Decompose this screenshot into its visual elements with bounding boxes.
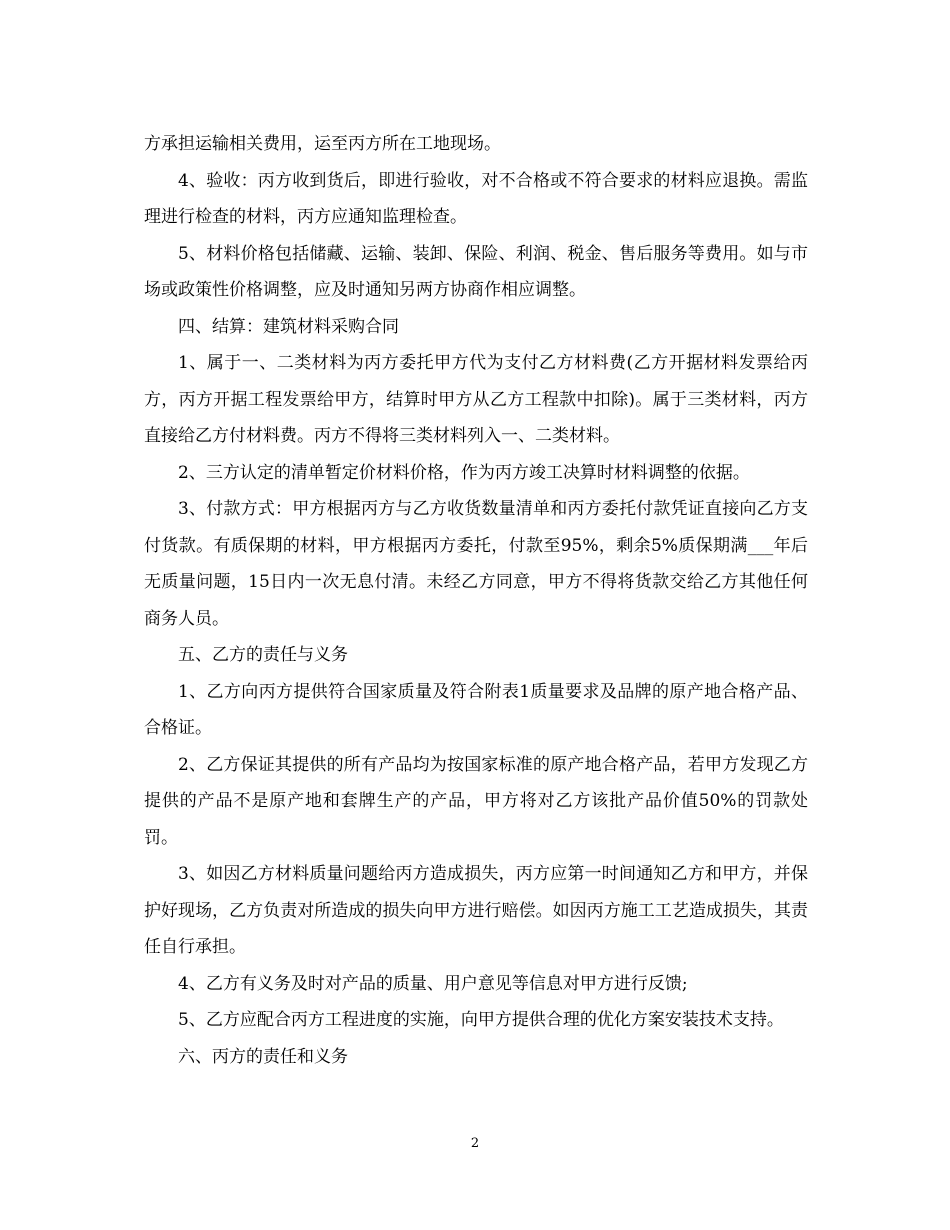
paragraph-party-b-5: 5、乙方应配合丙方工程进度的实施，向甲方提供合理的优化方案安装技术支持。 [178,1010,784,1030]
page-number: 2 [470,1136,480,1151]
paragraph-party-b-1: 1、乙方向丙方提供符合国家质量及符合附表1质量要求及品牌的原产地合格产品、合格证。 [144,681,808,738]
document-body [144,126,808,1075]
paragraph-material-price: 5、材料价格包括储藏、运输、装卸、保险、利润、税金、售后服务等费用。如与市场或政策性价格调整，应及时通知另两方协商作相应调整。 [144,243,808,300]
paragraph-payment-method: 3、付款方式：甲方根据丙方与乙方收货数量清单和丙方委托付款凭证直接向乙方支付货款。有质保期的材料，甲方根据丙方委托，付款至95%，剩余5%质保期满___年后无质量问题，15日内一次无息付清。未经乙方同意，甲方不得将货款交给乙方其他任何商务人员。 [144,499,808,629]
paragraph-continuation: 方承担运输相关费用，运至丙方所在工地现场。 [144,134,501,154]
paragraph-party-b-2: 2、乙方保证其提供的所有产品均为按国家标准的原产地合格产品，若甲方发现乙方提供的产品不是原产地和套牌生产的产品，甲方将对乙方该批产品价值50%的罚款处罚。 [144,754,808,848]
paragraph-settlement-2: 2、三方认定的清单暂定价材料价格，作为丙方竣工决算时材料调整的依据。 [178,462,750,483]
section-heading-settlement: 四、结算：建筑材料采购合同 [178,316,399,337]
paragraph-settlement-1: 1、属于一、二类材料为丙方委托甲方代为支付乙方材料费(乙方开据材料发票给丙方，丙方开据工程发票给甲方，结算时甲方从乙方工程款中扣除)。属于三类材料，丙方直接给乙方付材料费。丙方不得将三类材料列入一、二类材料。 [144,353,808,446]
paragraph-party-b-4: 4、乙方有义务及时对产品的质量、用户意见等信息对甲方进行反馈; [178,973,688,994]
paragraph-acceptance: 4、验收：丙方收到货后，即进行验收，对不合格或不符合要求的材料应退换。需监理进行检查的材料，丙方应通知监理检查。 [144,170,808,227]
section-heading-party-c: 六、丙方的责任和义务 [178,1046,348,1067]
section-heading-party-b: 五、乙方的责任与义务 [178,645,348,665]
paragraph-party-b-3: 3、如因乙方材料质量问题给丙方造成损失，丙方应第一时间通知乙方和甲方，并保护好现场，乙方负责对所造成的损失向甲方进行赔偿。如因丙方施工工艺造成损失，其责任自行承担。 [144,864,808,957]
